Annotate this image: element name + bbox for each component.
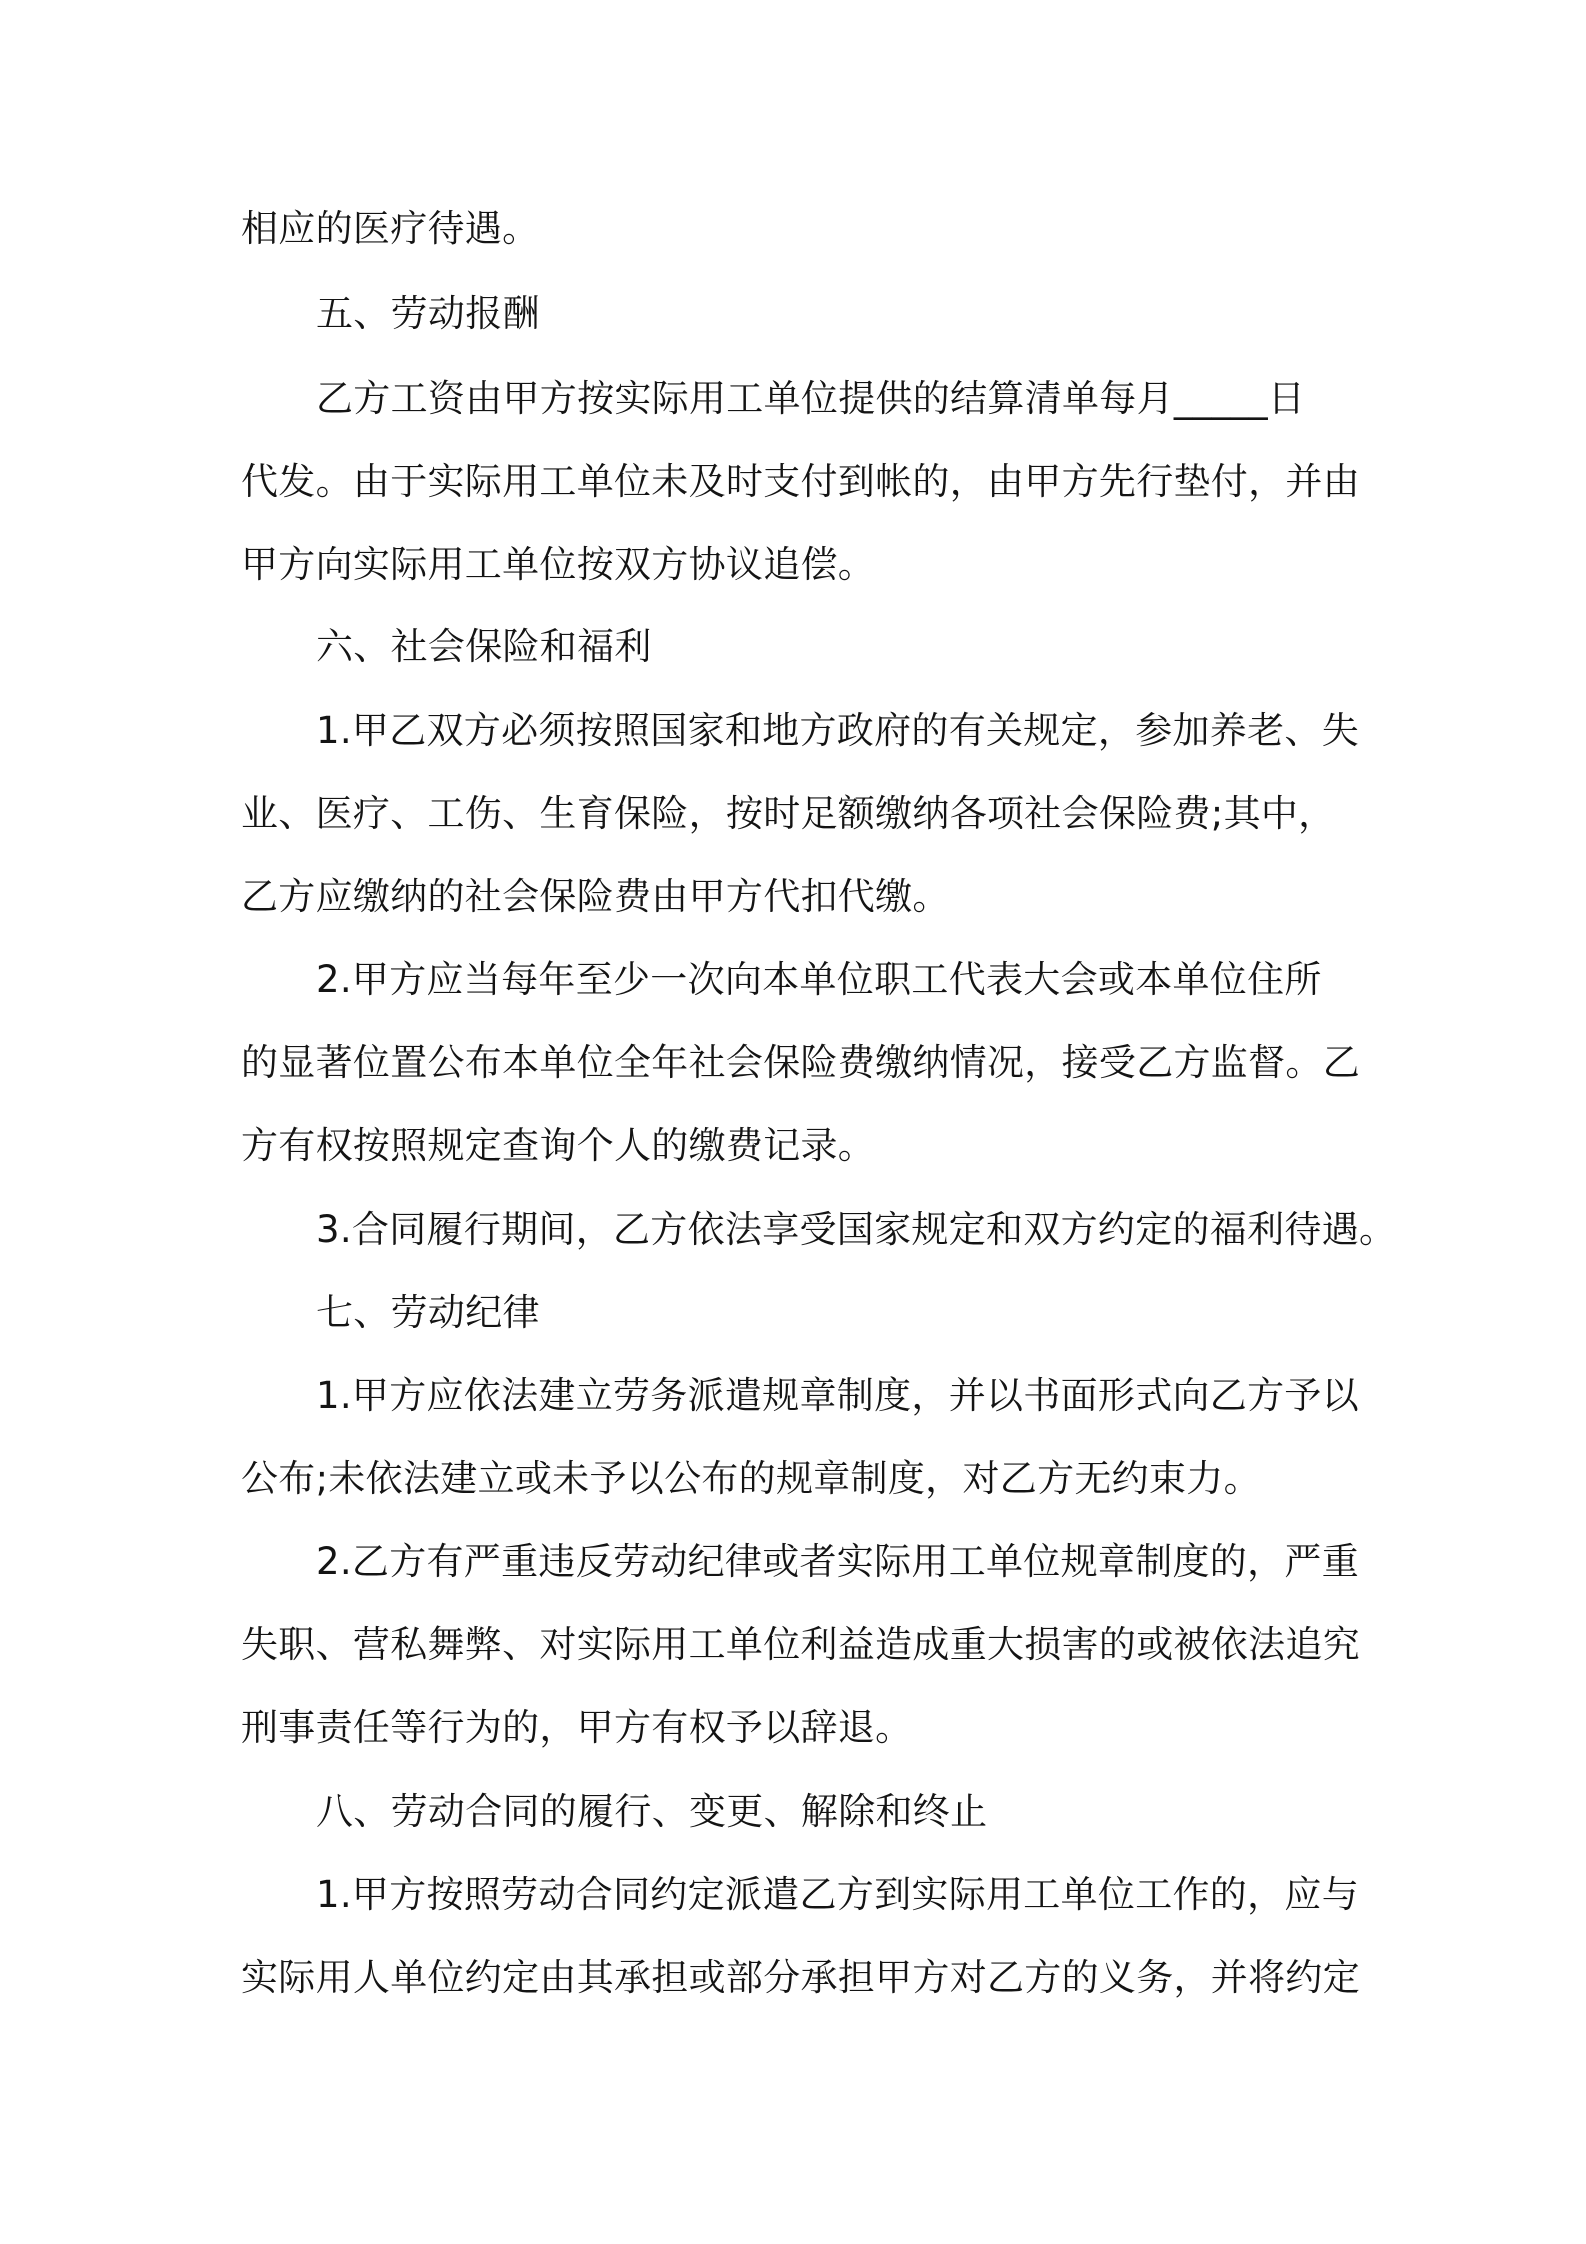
section-heading: 五、劳动报酬 [316,292,540,335]
paragraph-line: 1.甲方按照劳动合同约定派遣乙方到实际用工单位工作的，应与 [316,1873,1359,1916]
paragraph-line: 1.甲乙双方必须按照国家和地方政府的有关规定，参加养老、失 [316,709,1359,752]
paragraph-line: 2.甲方应当每年至少一次向本单位职工代表大会或本单位住所 [316,958,1322,1001]
paragraph-line: 相应的医疗待遇。 [241,207,540,250]
paragraph-line: 乙方应缴纳的社会保险费由甲方代扣代缴。 [241,875,950,918]
paragraph-line: 实际用人单位约定由其承担或部分承担甲方对乙方的义务，并将约定 [241,1956,1360,1999]
paragraph-line: 2.乙方有严重违反劳动纪律或者实际用工单位规章制度的，严重 [316,1540,1359,1583]
paragraph-line: 业、医疗、工伤、生育保险，按时足额缴纳各项社会保险费;其中， [241,792,1336,835]
paragraph-line: 公布;未依法建立或未予以公布的规章制度，对乙方无约束力。 [241,1457,1261,1500]
section-heading: 七、劳动纪律 [316,1291,540,1334]
paragraph-line: 的显著位置公布本单位全年社会保险费缴纳情况，接受乙方监督。乙 [241,1041,1360,1084]
section-heading: 六、社会保险和福利 [316,625,652,668]
paragraph-line: 方有权按照规定查询个人的缴费记录。 [241,1124,876,1167]
paragraph-line: 1.甲方应依法建立劳务派遣规章制度，并以书面形式向乙方予以 [316,1374,1359,1417]
paragraph-line: 刑事责任等行为的，甲方有权予以辞退。 [241,1706,913,1749]
section-heading: 八、劳动合同的履行、变更、解除和终止 [316,1790,988,1833]
paragraph-line: 甲方向实际用工单位按双方协议追偿。 [241,543,876,586]
paragraph-line: 失职、营私舞弊、对实际用工单位利益造成重大损害的或被依法追究 [241,1623,1360,1666]
paragraph-line: 乙方工资由甲方按实际用工单位提供的结算清单每月_____日 [316,377,1306,420]
paragraph-line: 代发。由于实际用工单位未及时支付到帐的，由甲方先行垫付，并由 [241,460,1360,503]
paragraph-line: 3.合同履行期间，乙方依法享受国家规定和双方约定的福利待遇。 [316,1208,1397,1251]
